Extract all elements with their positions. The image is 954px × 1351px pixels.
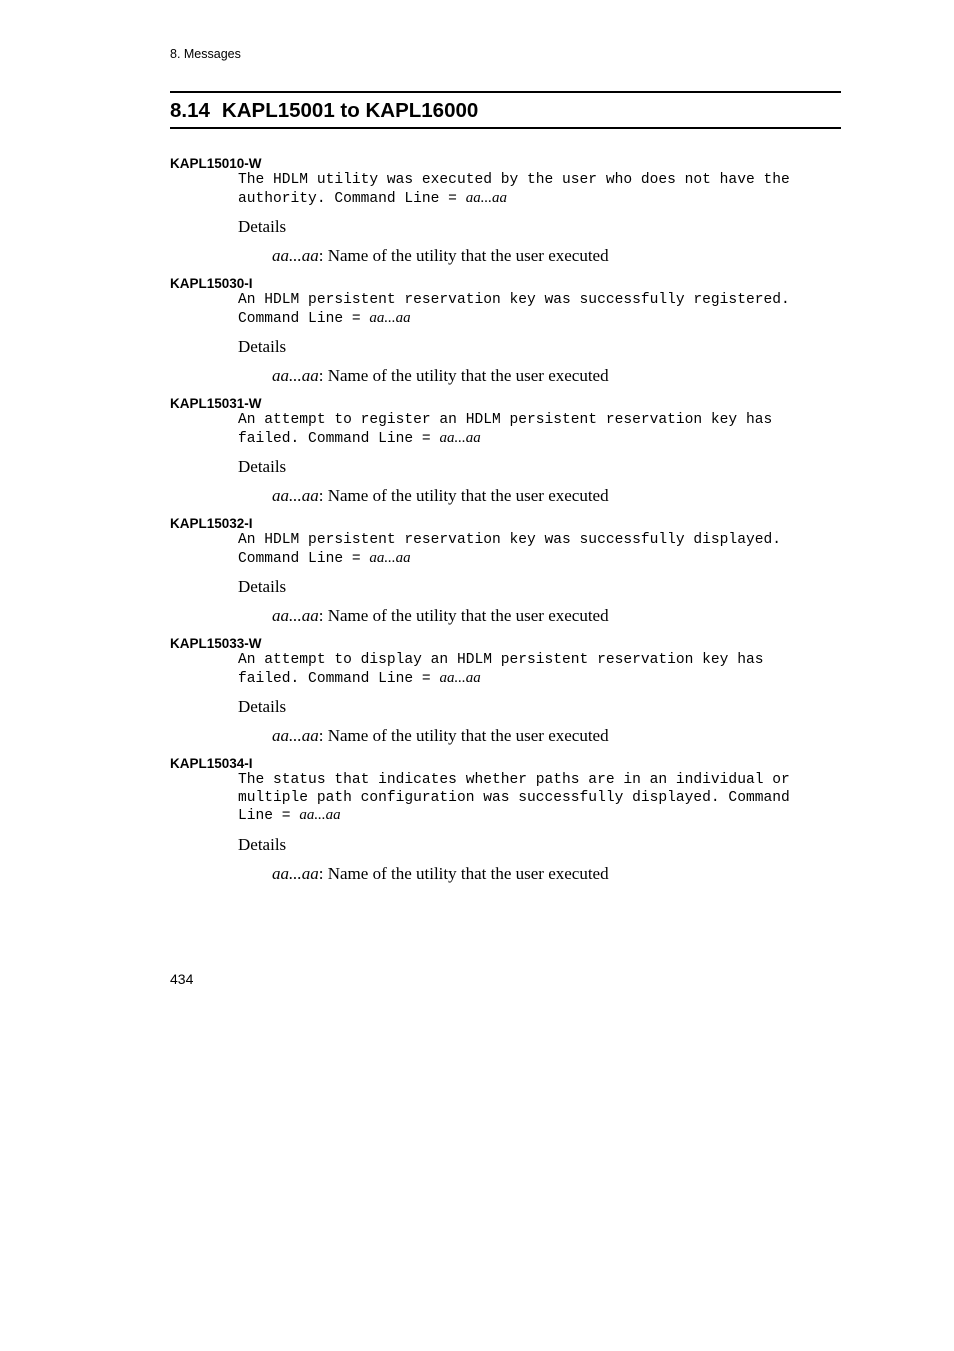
message-entry — [170, 755, 841, 884]
message-text — [238, 772, 841, 826]
message-id: KAPL15034-I — [170, 756, 253, 771]
message-entry — [170, 515, 841, 626]
message-text-line: An HDLM persistent reservation key was successfully registered. — [238, 292, 790, 308]
message-variable: aa...aa — [465, 189, 507, 206]
message-text-line: multiple path configuration was successfully displayed. Command — [238, 789, 790, 806]
details-description — [272, 486, 841, 506]
section-title — [170, 91, 841, 129]
details-text: : Name of the utility that the user executed — [318, 863, 609, 883]
message-text-line: failed. Command Line = — [238, 670, 440, 687]
message-variable: aa...aa — [299, 807, 341, 823]
details-label: Details — [238, 834, 287, 854]
details-text: : Name of the utility that the user executed — [318, 606, 609, 625]
message-entry — [170, 395, 841, 506]
message-id: KAPL15010-W — [170, 156, 262, 171]
details-text: : Name of the utility that the user executed — [318, 726, 609, 745]
details-label: Details — [238, 337, 287, 356]
message-text-line: authority. Command Line = — [238, 190, 466, 207]
message-text-line: An attempt to display an HDLM persistent reservation key has — [238, 652, 764, 668]
details-description — [272, 726, 841, 746]
details-description — [272, 366, 841, 386]
message-variable: aa...aa — [439, 669, 481, 686]
message-entry — [170, 155, 841, 266]
message-variable: aa...aa — [369, 309, 411, 326]
details-text: : Name of the utility that the user executed — [318, 366, 609, 385]
details-variable: aa...aa — [272, 863, 319, 883]
message-text-line: failed. Command Line = — [238, 430, 440, 447]
details-variable: aa...aa — [272, 486, 319, 505]
details-label: Details — [238, 697, 287, 716]
message-text — [238, 532, 841, 568]
message-text-line: An attempt to register an HDLM persistent reservation key has — [238, 412, 773, 428]
details-variable: aa...aa — [272, 246, 319, 265]
message-text — [238, 652, 841, 688]
details-description — [272, 864, 841, 884]
details-label: Details — [238, 217, 287, 236]
details-variable: aa...aa — [272, 606, 319, 625]
message-list — [170, 155, 841, 893]
message-id: KAPL15030-I — [170, 276, 253, 291]
message-id: KAPL15033-W — [170, 636, 262, 651]
message-variable: aa...aa — [369, 549, 411, 566]
message-text — [238, 292, 841, 328]
details-label: Details — [238, 577, 287, 596]
section-number: 8.14 — [170, 99, 210, 122]
message-text-line: Line = — [238, 808, 300, 824]
details-text: : Name of the utility that the user executed — [318, 486, 609, 505]
details-description — [272, 606, 841, 626]
message-text-line: An HDLM persistent reservation key was successfully displayed. — [238, 532, 781, 548]
message-text-line: Command Line = — [238, 310, 370, 327]
running-head: 8. Messages — [170, 47, 241, 61]
details-label: Details — [238, 457, 287, 476]
details-variable: aa...aa — [272, 726, 319, 745]
message-text-line: The HDLM utility was executed by the user who does not have the — [238, 172, 790, 188]
message-text — [238, 172, 841, 208]
message-text-line: Command Line = — [238, 550, 370, 567]
message-entry — [170, 635, 841, 746]
message-variable: aa...aa — [439, 429, 481, 446]
message-text — [238, 412, 841, 448]
page-number: 434 — [170, 971, 194, 987]
message-entry — [170, 275, 841, 386]
message-text-line: The status that indicates whether paths are in an individual or — [238, 772, 790, 788]
message-id: KAPL15031-W — [170, 396, 262, 411]
details-text: : Name of the utility that the user executed — [318, 246, 609, 265]
details-variable: aa...aa — [272, 366, 319, 385]
details-description — [272, 246, 841, 266]
section-title-text: KAPL15001 to KAPL16000 — [221, 99, 479, 122]
message-id: KAPL15032-I — [170, 516, 253, 531]
